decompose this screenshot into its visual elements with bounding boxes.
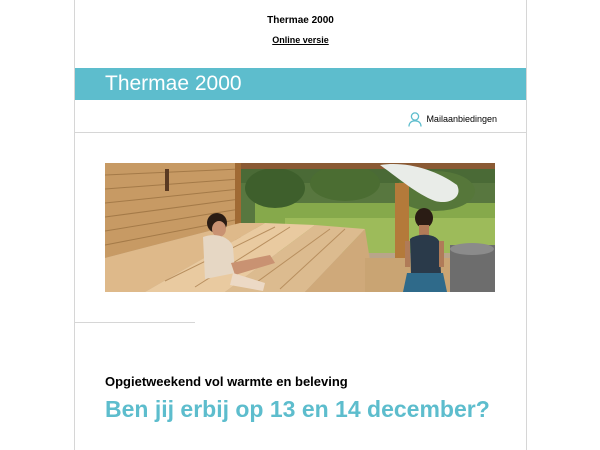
section-divider (75, 322, 195, 323)
email-container (74, 0, 527, 450)
preheader-title: Thermae 2000 (267, 15, 334, 26)
mail-offers-link[interactable] (408, 111, 497, 127)
online-version-link[interactable]: Online versie (272, 35, 329, 45)
header-banner (75, 68, 526, 100)
sauna-photo (105, 163, 495, 292)
headline: Ben jij erbij op 13 en 14 december? (105, 396, 490, 422)
banner-title: Thermae 2000 (105, 72, 242, 95)
user-icon (408, 112, 422, 127)
subheading: Opgietweekend vol warmte en beleving (105, 374, 348, 389)
mail-offers-label: Mailaanbiedingen (426, 114, 497, 124)
header-divider (75, 132, 526, 133)
